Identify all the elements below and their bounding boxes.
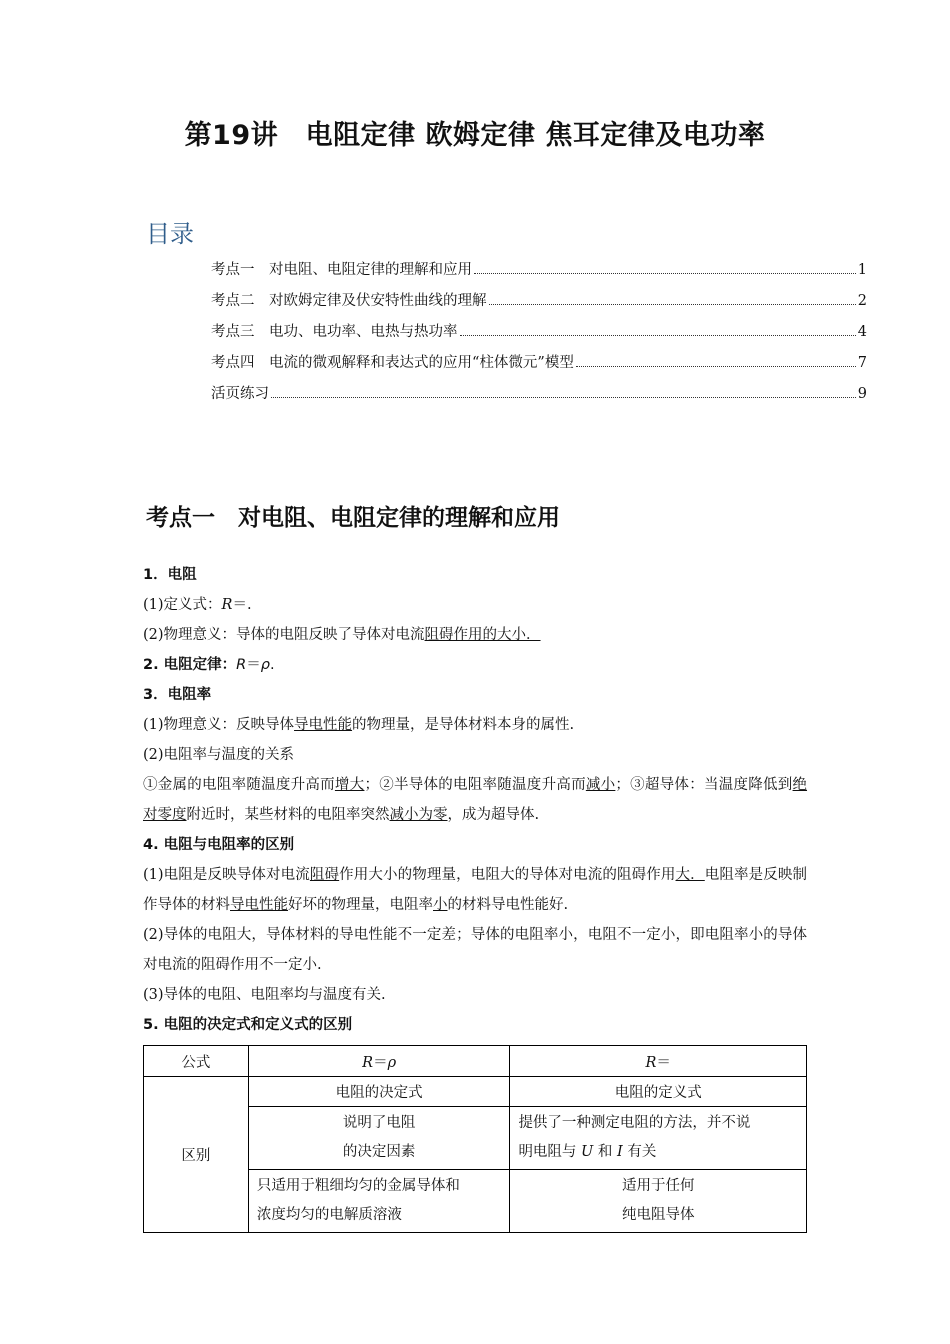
- definition-line: [143, 590, 807, 620]
- text: 电阻率是反映制作导体的材料: [143, 867, 808, 913]
- table-header-cell: [248, 1046, 510, 1077]
- underlined-answer: 阻碍作用的大小．: [424, 627, 541, 643]
- text: [518, 1138, 798, 1167]
- toc-heading: 目录: [146, 220, 194, 248]
- table-header-cell: 公式: [144, 1046, 249, 1077]
- text: 作用大小的物理量，电阻大的导体对电流的阻碍作用: [339, 867, 676, 883]
- text: 说明了电阻: [342, 1115, 416, 1131]
- text: 提供了一种测定电阻的方法，并不说: [518, 1115, 751, 1131]
- toc-item-page: 4: [857, 324, 867, 340]
- toc-leader-dots: [474, 272, 856, 274]
- symbol-rho: ρ: [387, 1054, 397, 1071]
- page-title: 第19讲 电阻定律 欧姆定律 焦耳定律及电功率: [184, 120, 766, 151]
- table-row: [144, 1046, 807, 1077]
- comparison-table: [143, 1045, 807, 1233]
- text: 有关: [627, 1144, 657, 1160]
- symbol-rho: ρ: [260, 657, 270, 673]
- text: ＝: [246, 657, 261, 673]
- toc-item[interactable]: [211, 289, 867, 320]
- toc-item-label: 活页练习: [211, 386, 269, 402]
- subheading-resistivity: 3．电阻率: [143, 687, 212, 703]
- resistance-law-line: [143, 650, 807, 680]
- text: ＝: [656, 1054, 671, 1071]
- underlined-answer: 绝对零度: [143, 777, 808, 823]
- toc-item[interactable]: [211, 382, 867, 413]
- text: 的物理量，是导体材料本身的属性.: [352, 717, 575, 733]
- toc-item-page: 1: [857, 262, 867, 278]
- text: 的决定因素: [342, 1144, 416, 1160]
- toc-item[interactable]: [211, 258, 867, 289]
- table-cell: [248, 1107, 510, 1170]
- table-of-contents: [211, 258, 867, 413]
- text: ＝.: [232, 597, 252, 613]
- resistivity-temperature-line: (2)电阻率与温度的关系: [143, 747, 295, 763]
- physical-meaning-line: [143, 620, 807, 650]
- difference-point-2: (2)导体的电阻大，导体材料的导电性能不一定差；导体的电阻率小，电阻不一定小，即电阻率小的导体对电流的阻碍作用不一定小.: [143, 927, 807, 973]
- text: 2. 电阻定律：: [143, 657, 237, 673]
- difference-point-1: [143, 860, 807, 920]
- toc-leader-dots: [576, 365, 856, 367]
- underlined-answer: 导电性能: [230, 897, 288, 913]
- toc-item-page: 9: [857, 386, 867, 402]
- table-row: [144, 1077, 807, 1107]
- resistivity-temperature-detail: [143, 770, 807, 830]
- text: 附近时，某些材料的电阻率突然: [186, 807, 390, 823]
- table-cell: [248, 1170, 510, 1233]
- symbol-r: R: [362, 1054, 374, 1071]
- symbol-i: I: [617, 1144, 623, 1160]
- toc-leader-dots: [489, 303, 856, 305]
- toc-leader-dots: [271, 396, 856, 398]
- symbol-r: R: [645, 1054, 657, 1071]
- table-cell: [510, 1107, 807, 1170]
- text: 适用于任何: [621, 1178, 695, 1194]
- table-cell: [510, 1170, 807, 1233]
- subheading-resistance: 1．电阻: [143, 567, 197, 583]
- text: (1)电阻是反映导体对电流: [143, 867, 310, 883]
- toc-item-label: 考点二 对欧姆定律及伏安特性曲线的理解: [211, 293, 487, 309]
- table-row-label: 区别: [144, 1077, 249, 1233]
- toc-leader-dots: [460, 334, 856, 336]
- toc-item-page: 7: [857, 355, 867, 371]
- text: 的材料导电性能好.: [447, 897, 569, 913]
- toc-item-label: 考点四 电流的微观解释和表达式的应用“柱体微元”模型: [211, 355, 574, 371]
- symbol-r: R: [236, 657, 247, 673]
- toc-item-label: 考点三 电功、电功率、电热与热功率: [211, 324, 458, 340]
- text: (2)物理意义：导体的电阻反映了导体对电流: [143, 627, 425, 643]
- text: .: [269, 657, 275, 673]
- toc-item[interactable]: [211, 351, 867, 382]
- text: (1)定义式：: [143, 597, 222, 613]
- underlined-answer: 增大: [334, 777, 365, 793]
- resistivity-meaning-line: [143, 710, 807, 740]
- subheading-difference: 4. 电阻与电阻率的区别: [143, 837, 295, 853]
- text: ①金属的电阻率随温度升高而: [143, 777, 335, 793]
- text: 好坏的物理量，电阻率: [288, 897, 433, 913]
- underlined-answer: 小: [433, 897, 448, 913]
- toc-item-label: 考点一 对电阻、电阻定律的理解和应用: [211, 262, 472, 278]
- text: ，成为超导体.: [447, 807, 540, 823]
- symbol-u: U: [581, 1144, 594, 1160]
- subheading-formula-difference: 5. 电阻的决定式和定义式的区别: [143, 1017, 353, 1033]
- section-heading: 考点一 对电阻、电阻定律的理解和应用: [146, 505, 560, 531]
- underlined-answer: 导电性能: [294, 717, 353, 733]
- text: ；②半导体的电阻率随温度升高而: [364, 777, 586, 793]
- underlined-answer: 减小为零: [389, 807, 448, 823]
- toc-item-page: 2: [857, 293, 867, 309]
- text: (1)物理意义：反映导体: [143, 717, 295, 733]
- section-body: [143, 560, 807, 1040]
- toc-item[interactable]: [211, 320, 867, 351]
- difference-point-3: (3)导体的电阻、电阻率均与温度有关.: [143, 987, 386, 1003]
- text: ；③超导体：当温度降低到: [615, 777, 793, 793]
- text: 浓度均匀的电解质溶液: [256, 1207, 402, 1223]
- underlined-answer: 减小: [585, 777, 616, 793]
- text: ＝: [373, 1054, 388, 1071]
- symbol-r: R: [221, 597, 233, 613]
- table-cell: 电阻的决定式: [248, 1077, 510, 1107]
- text: 只适用于粗细均匀的金属导体和: [256, 1178, 460, 1194]
- table-cell: 电阻的定义式: [510, 1077, 807, 1107]
- underlined-answer: 大．: [675, 867, 705, 883]
- text: 和: [597, 1144, 613, 1160]
- text: 明电阻与: [518, 1144, 577, 1160]
- table-header-cell: [510, 1046, 807, 1077]
- underlined-answer: 阻碍: [309, 867, 340, 883]
- text: 纯电阻导体: [621, 1207, 695, 1223]
